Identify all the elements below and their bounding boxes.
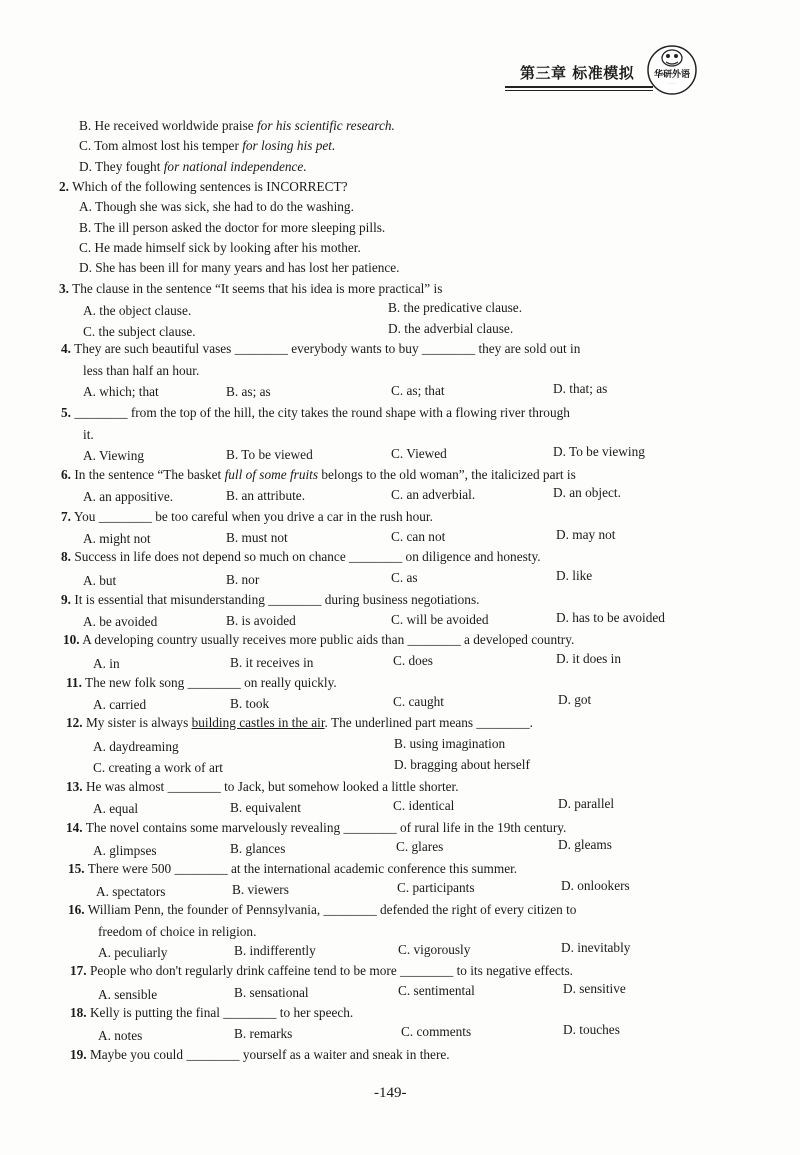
q16-option-c: C. vigorously <box>398 942 471 957</box>
q3-option-d: D. the adverbial clause. <box>388 321 514 336</box>
q17-stem: 17. People who don't regularly drink caffeine tend to be more ________ to its negative effects. <box>70 963 573 978</box>
q13-option-b: B. equivalent <box>230 800 301 815</box>
q5-option-c: C. Viewed <box>391 446 447 461</box>
q8-option-b: B. nor <box>226 572 260 587</box>
q17-option-d: D. sensitive <box>563 981 626 996</box>
q6-option-c: C. an adverbial. <box>391 487 476 502</box>
header-rule-thin <box>505 90 653 91</box>
q8-stem: 8. Success in life does not depend so much on chance ________ on diligence and honesty. <box>61 549 541 564</box>
q18-stem: 18. Kelly is putting the final ________ to her speech. <box>70 1005 354 1020</box>
q4-option-b: B. as; as <box>226 384 271 399</box>
svg-text:华研外语: 华研外语 <box>653 70 691 80</box>
q8-option-c: C. as <box>391 570 418 585</box>
q2-stem: 2. Which of the following sentences is INCORRECT? <box>59 179 348 194</box>
q3-stem: 3. The clause in the sentence “It seems that his idea is more practical” is <box>59 281 443 296</box>
q1-option-b: B. He received worldwide praise for his scientific research. <box>79 118 395 133</box>
q9-option-a: A. be avoided <box>83 614 158 629</box>
q2-option-b: B. The ill person asked the doctor for more sleeping pills. <box>79 220 386 235</box>
q18-option-c: C. comments <box>401 1024 472 1039</box>
q13-option-d: D. parallel <box>558 796 615 811</box>
q3-option-a: A. the object clause. <box>83 303 192 318</box>
q9-option-b: B. is avoided <box>226 613 296 628</box>
q12-option-a: A. daydreaming <box>93 739 179 754</box>
q11-option-a: A. carried <box>93 697 147 712</box>
q18-option-d: D. touches <box>563 1022 620 1037</box>
q14-option-c: C. glares <box>396 839 444 854</box>
chapter-title: 第三章 标准模拟 <box>520 64 635 82</box>
q13-option-a: A. equal <box>93 801 139 816</box>
q16-stem: 16. William Penn, the founder of Pennsylvania, ________ defended the right of every citizen to <box>68 902 577 917</box>
q6-option-a: A. an appositive. <box>83 489 174 504</box>
q4-stem: 4. They are such beautiful vases ________ everybody wants to buy ________ they are sold out in <box>61 341 581 356</box>
q8-option-a: A. but <box>83 573 117 588</box>
q10-stem: 10. A developing country usually receives more public aids than ________ a developed country. <box>63 632 575 647</box>
q15-option-c: C. participants <box>397 880 475 895</box>
q14-stem: 14. The novel contains some marvelously revealing ________ of rural life in the 19th century. <box>66 820 567 835</box>
q6-option-d: D. an object. <box>553 485 621 500</box>
q5-stem-continued: it. <box>83 427 94 442</box>
q14-option-a: A. glimpses <box>93 843 157 858</box>
publisher-logo-icon <box>644 40 700 96</box>
q15-stem: 15. There were 500 ________ at the international academic conference this summer. <box>68 861 518 876</box>
q10-option-d: D. it does in <box>556 651 622 666</box>
q4-option-d: D. that; as <box>553 381 608 396</box>
q15-option-d: D. onlookers <box>561 878 630 893</box>
q12-option-c: C. creating a work of art <box>93 760 223 775</box>
q7-option-d: D. may not <box>556 527 616 542</box>
q5-option-a: A. Viewing <box>83 448 145 463</box>
q4-option-a: A. which; that <box>83 384 159 399</box>
q17-option-a: A. sensible <box>98 987 158 1002</box>
q13-option-c: C. identical <box>393 798 455 813</box>
q9-option-c: C. will be avoided <box>391 612 489 627</box>
page-header <box>0 0 800 100</box>
q11-option-b: B. took <box>230 696 270 711</box>
q9-option-d: D. has to be avoided <box>556 610 665 625</box>
page-number: -149- <box>374 1085 407 1101</box>
q17-option-c: C. sentimental <box>398 983 475 998</box>
q18-option-b: B. remarks <box>234 1026 293 1041</box>
q11-option-c: C. caught <box>393 694 444 709</box>
q7-option-a: A. might not <box>83 531 151 546</box>
q10-option-c: C. does <box>393 653 433 668</box>
q1-option-c: C. Tom almost lost his temper for losing his pet. <box>79 138 336 153</box>
q16-option-d: D. inevitably <box>561 940 631 955</box>
q18-option-a: A. notes <box>98 1028 143 1043</box>
q9-stem: 9. It is essential that misunderstanding ________ during business negotiations. <box>61 592 480 607</box>
q3-option-c: C. the subject clause. <box>83 324 196 339</box>
q10-option-b: B. it receives in <box>230 655 314 670</box>
q7-stem: 7. You ________ be too careful when you drive a car in the rush hour. <box>61 509 433 524</box>
q16-option-b: B. indifferently <box>234 943 316 958</box>
q14-option-b: B. glances <box>230 841 286 856</box>
q15-option-b: B. viewers <box>232 882 289 897</box>
q16-stem-continued: freedom of choice in religion. <box>98 924 257 939</box>
q13-stem: 13. He was almost ________ to Jack, but somehow looked a little shorter. <box>66 779 459 794</box>
q5-stem: 5. ________ from the top of the hill, the city takes the round shape with a flowing river through <box>61 405 570 420</box>
header-rule <box>505 86 653 88</box>
q3-option-b: B. the predicative clause. <box>388 300 523 315</box>
svg-text:· · · ·: · · · · <box>668 82 676 86</box>
q17-option-b: B. sensational <box>234 985 309 1000</box>
q16-option-a: A. peculiarly <box>98 945 168 960</box>
q12-option-b: B. using imagination <box>394 736 506 751</box>
q2-option-a: A. Though she was sick, she had to do the washing. <box>79 199 354 214</box>
q5-option-b: B. To be viewed <box>226 447 313 462</box>
q8-option-d: D. like <box>556 568 593 583</box>
q12-stem: 12. My sister is always building castles in the air. The underlined part means ________. <box>66 715 533 730</box>
q7-option-c: C. can not <box>391 529 446 544</box>
q15-option-a: A. spectators <box>96 884 166 899</box>
q10-option-a: A. in <box>93 656 120 671</box>
q4-option-c: C. as; that <box>391 383 445 398</box>
q19-stem: 19. Maybe you could ________ yourself as a waiter and sneak in there. <box>70 1047 450 1062</box>
q4-stem-continued: less than half an hour. <box>83 363 200 378</box>
q11-stem: 11. The new folk song ________ on really quickly. <box>66 675 337 690</box>
q1-option-d: D. They fought for national independence. <box>79 159 307 174</box>
q6-stem: 6. In the sentence “The basket full of some fruits belongs to the old woman”, the italicized part is <box>61 467 576 482</box>
q2-option-d: D. She has been ill for many years and has lost her patience. <box>79 260 400 275</box>
q14-option-d: D. gleams <box>558 837 612 852</box>
q12-option-d: D. bragging about herself <box>394 757 530 772</box>
q11-option-d: D. got <box>558 692 592 707</box>
q5-option-d: D. To be viewing <box>553 444 645 459</box>
q2-option-c: C. He made himself sick by looking after his mother. <box>79 240 361 255</box>
q7-option-b: B. must not <box>226 530 288 545</box>
q6-option-b: B. an attribute. <box>226 488 306 503</box>
